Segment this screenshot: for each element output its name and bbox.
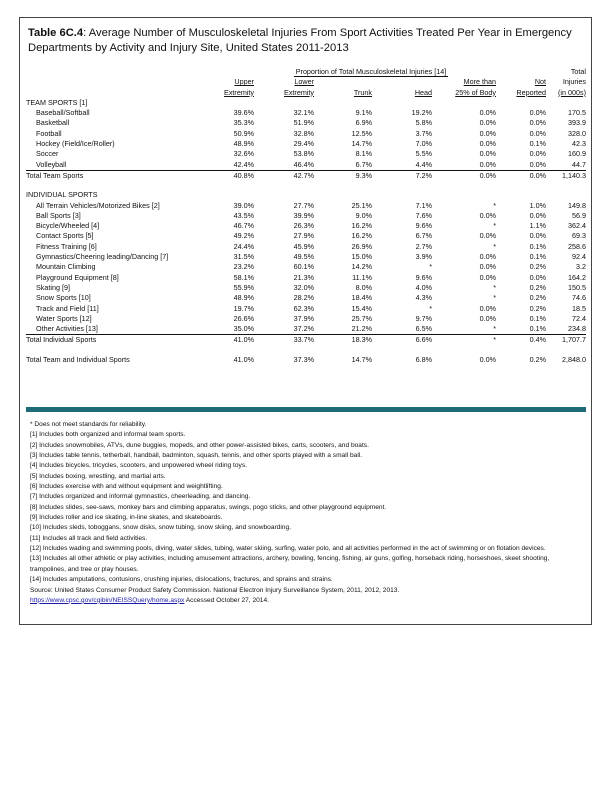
cell-value: 0.0% <box>529 128 546 138</box>
cell-value: * <box>493 241 496 251</box>
cell-value: 0.0% <box>479 252 496 262</box>
table-row <box>26 242 586 252</box>
cell-value: 21.2% <box>351 324 372 334</box>
cell-value: 6.6% <box>372 335 432 346</box>
cell-value: 35.3% <box>233 118 254 128</box>
cell-value: 0.0% <box>479 354 496 364</box>
cell-value: 14.2% <box>351 262 372 272</box>
cell-value: 29.4% <box>293 139 314 149</box>
cell-value: 27.9% <box>293 231 314 241</box>
cell-value: 6.8% <box>415 354 432 364</box>
cell-value: 0.0% <box>529 231 546 241</box>
team-total-row <box>26 170 586 181</box>
cell-value: 0.1% <box>529 324 546 334</box>
cell-value: 0.0% <box>479 139 496 149</box>
cell-value: 32.6% <box>233 149 254 159</box>
row-label: Bicycle/Wheeled [4] <box>36 221 100 231</box>
cell-value: 92.4 <box>572 252 586 262</box>
row-label: Football <box>36 128 62 138</box>
col-header-head: Head <box>414 87 432 97</box>
footnote: [3] Includes table tennis, tetherball, handball, badminton, squash, tennis, and other sports played with a small ball. <box>30 452 363 460</box>
cell-value: 0.0% <box>479 149 496 159</box>
separator-band <box>26 407 586 412</box>
group-header-row <box>26 67 586 77</box>
cell-value: 62.3% <box>293 303 314 313</box>
cell-value: 72.4 <box>572 313 586 323</box>
cell-value: 51.9% <box>293 118 314 128</box>
footnote: [13] Includes all other athletic or play activities, including amusement attractions, archery, bowling, fencing, fishing, air guns, golfing, horseback riding, horseshoes, skeet shooting, trampolines, and tree or play houses. <box>30 555 550 573</box>
cell-value: 0.0% <box>479 313 496 323</box>
row-label: All Terrain Vehicles/Motorized Bikes [2] <box>36 200 160 210</box>
cell-value: 7.1% <box>415 200 432 210</box>
cell-value: 4.4% <box>415 159 432 169</box>
table-row <box>26 211 586 221</box>
table-row <box>26 149 586 159</box>
cell-value: 9.7% <box>415 313 432 323</box>
cell-value: 55.9% <box>233 282 254 292</box>
cell-value: 9.6% <box>415 272 432 282</box>
col-header-extremity-lower: Extremity <box>284 87 314 97</box>
footnote: Source: United States Consumer Product Safety Commission. National Electron Injury Surveillance System, 2011, 2012, 2013. <box>30 586 400 594</box>
table-row <box>26 262 586 272</box>
row-label: Baseball/Softball <box>36 108 90 118</box>
cell-value: 40.8% <box>196 170 254 181</box>
cell-value: 56.9 <box>572 210 586 220</box>
cell-value: 0.0% <box>479 128 496 138</box>
cell-value: 33.7% <box>254 335 314 346</box>
row-label: Mountain Climbing <box>36 262 96 272</box>
individual-sports-heading <box>26 190 586 200</box>
row-label: Snow Sports [10] <box>36 293 91 303</box>
section-heading: TEAM SPORTS [1] <box>26 97 88 107</box>
cell-value: 0.4% <box>496 335 546 346</box>
table-title-text: : Average Number of Musculoskeletal Injuries From Sport Activities Treated Per Year in Emergency Departments by Activity and Injury Site, United States 2011-2013 <box>28 27 572 54</box>
cell-value: 0.2% <box>529 354 546 364</box>
cell-value: 0.0% <box>529 149 546 159</box>
cell-value: 6.5% <box>415 324 432 334</box>
cell-value: 7.2% <box>372 170 432 181</box>
cell-value: 23.2% <box>233 262 254 272</box>
row-label: Total Individual Sports <box>26 335 196 346</box>
col-header-trunk: Trunk <box>353 87 372 97</box>
row-label: Fitness Training [6] <box>36 241 97 251</box>
cell-value: 1.0% <box>529 200 546 210</box>
total-header-line3: (in 000s) <box>558 87 586 97</box>
cell-value: 6.9% <box>355 118 372 128</box>
cell-value: 31.5% <box>233 252 254 262</box>
table-row <box>26 129 586 139</box>
cell-value: 0.0% <box>479 159 496 169</box>
spacer-row <box>26 346 586 355</box>
cell-value: * <box>493 282 496 292</box>
cell-value: 9.1% <box>355 108 372 118</box>
cell-value: 42.3 <box>572 139 586 149</box>
cell-value: 0.0% <box>529 118 546 128</box>
row-label: Other Activities [13] <box>36 324 98 334</box>
cell-value: 12.5% <box>351 128 372 138</box>
cell-value: 3.7% <box>415 128 432 138</box>
cell-value: 0.1% <box>529 313 546 323</box>
team-sports-heading <box>26 98 586 108</box>
cell-value: 0.1% <box>529 241 546 251</box>
cell-value: 27.7% <box>293 200 314 210</box>
footnote: [9] Includes roller and ice skating, in-line skates, and skateboards. <box>30 514 223 522</box>
footnote: * Does not meet standards for reliability. <box>30 421 147 428</box>
row-label: Skating [9] <box>36 282 70 292</box>
table-row <box>26 108 586 118</box>
grand-total-row <box>26 355 586 365</box>
cell-value: 49.5% <box>293 252 314 262</box>
cell-value: 43.5% <box>233 210 254 220</box>
table-row <box>26 139 586 149</box>
source-accessed: Accessed October 27, 2014. <box>184 596 269 604</box>
cell-value: 25.1% <box>351 200 372 210</box>
table-row <box>26 252 586 262</box>
total-header-line2: Injuries <box>562 77 586 87</box>
row-label: Total Team and Individual Sports <box>26 354 130 364</box>
cell-value: 1,707.7 <box>546 335 586 346</box>
cell-value: 7.6% <box>415 210 432 220</box>
footnote: [5] Includes boxing, wrestling, and martial arts. <box>30 472 166 480</box>
col-header-more-than: More than <box>463 77 496 87</box>
table-row <box>26 293 586 303</box>
cell-value: 32.0% <box>293 282 314 292</box>
cell-value: 21.3% <box>293 272 314 282</box>
cell-value: 234.8 <box>568 324 586 334</box>
table-row <box>26 160 586 171</box>
cell-value: 53.8% <box>293 149 314 159</box>
cell-value: 362.4 <box>568 221 586 231</box>
cell-value: 0.0% <box>529 272 546 282</box>
cell-value: 32.1% <box>293 108 314 118</box>
cell-value: 170.5 <box>568 108 586 118</box>
cell-value: * <box>429 262 432 272</box>
cell-value: * <box>493 221 496 231</box>
cell-value: 14.7% <box>351 139 372 149</box>
cell-value: 0.0% <box>479 210 496 220</box>
cell-value: 28.2% <box>293 293 314 303</box>
cell-value: 7.0% <box>415 139 432 149</box>
table-row <box>26 324 586 335</box>
cell-value: 41.0% <box>233 354 254 364</box>
cell-value: * <box>493 200 496 210</box>
cell-value: 3.2 <box>576 262 586 272</box>
cell-value: 48.9% <box>233 293 254 303</box>
col-header-reported: Reported <box>516 87 546 97</box>
cell-value: 0.0% <box>479 118 496 128</box>
table-row <box>26 304 586 314</box>
cell-value: 42.4% <box>233 159 254 169</box>
cell-value: 8.1% <box>355 149 372 159</box>
cell-value: * <box>493 293 496 303</box>
row-label: Total Team Sports <box>26 170 196 181</box>
row-label: Gymnastics/Cheering leading/Dancing [7] <box>36 252 169 262</box>
cell-value: 18.4% <box>351 293 372 303</box>
cell-value: 16.2% <box>351 221 372 231</box>
footnote: [10] Includes sleds, toboggans, snow disks, snow tubing, snow skiing, and snowboarding. <box>30 524 291 532</box>
cell-value: 5.5% <box>415 149 432 159</box>
cell-value: * <box>493 324 496 334</box>
cell-value: 0.1% <box>529 139 546 149</box>
row-label: Water Sports [12] <box>36 313 92 323</box>
footnote: [2] Includes snowmobiles, ATVs, dune buggies, mopeds, and other power-assisted bikes, carts, scooters, and boats. <box>30 441 369 449</box>
cell-value: 35.0% <box>233 324 254 334</box>
cell-value: 74.6 <box>572 293 586 303</box>
cell-value: 9.3% <box>314 170 372 181</box>
cell-value: 9.0% <box>355 210 372 220</box>
cell-value: 18.3% <box>314 335 372 346</box>
cell-value: * <box>429 303 432 313</box>
footnote: [7] Includes organized and informal gymnastics, cheerleading, and dancing. <box>30 493 251 501</box>
footnote: [4] Includes bicycles, tricycles, scooters, and unpowered wheel riding toys. <box>30 462 247 470</box>
individual-total-row <box>26 335 586 346</box>
cell-value: 5.8% <box>415 118 432 128</box>
cell-value: 42.7% <box>254 170 314 181</box>
cell-value: * <box>432 335 496 346</box>
cell-value: 44.7 <box>572 159 586 169</box>
cell-value: 69.3 <box>572 231 586 241</box>
cell-value: 39.9% <box>293 210 314 220</box>
row-label: Volleyball <box>36 159 67 169</box>
cell-value: 0.0% <box>479 231 496 241</box>
table-number: Table 6C.4 <box>28 27 84 39</box>
cell-value: 4.0% <box>415 282 432 292</box>
cell-value: 14.7% <box>351 354 372 364</box>
table-row <box>26 273 586 283</box>
cell-value: 60.1% <box>293 262 314 272</box>
footnote: [8] Includes slides, see-saws, monkey bars and climbing apparatus, swings, pogo sticks, and other playground equipment. <box>30 503 387 511</box>
col-header-upper: Upper <box>234 77 254 87</box>
data-table <box>26 67 586 365</box>
total-header-line1: Total <box>570 67 586 76</box>
table-row <box>26 231 586 241</box>
footnote: [14] Includes amputations, contusions, crushing injuries, dislocations, fractures, and sprains and strains. <box>30 576 333 584</box>
cell-value: 18.5 <box>572 303 586 313</box>
cell-value: 0.2% <box>529 262 546 272</box>
cell-value: 11.1% <box>352 272 372 282</box>
row-label: Playground Equipment [8] <box>36 272 119 282</box>
col-header-extremity-upper: Extremity <box>224 87 254 97</box>
table-row <box>26 283 586 293</box>
cell-value: 16.2% <box>351 231 372 241</box>
cell-value: 26.9% <box>351 241 372 251</box>
footnotes <box>30 420 586 606</box>
cell-value: 0.0% <box>479 303 496 313</box>
cell-value: 0.2% <box>529 293 546 303</box>
cell-value: 393.9 <box>568 118 586 128</box>
cell-value: 0.0% <box>529 108 546 118</box>
cell-value: 19.7% <box>233 303 254 313</box>
cell-value: 2,848.0 <box>562 354 586 364</box>
table-row <box>26 314 586 324</box>
cell-value: 0.1% <box>529 252 546 262</box>
cell-value: 39.6% <box>233 108 254 118</box>
source-link[interactable]: https://www.cpsc.gov/cgibin/NEISSQuery/home.aspx <box>30 596 185 604</box>
cell-value: 45.9% <box>293 241 314 251</box>
table-row <box>26 221 586 231</box>
col-header-not: Not <box>534 77 546 87</box>
cell-value: 50.9% <box>233 128 254 138</box>
cell-value: 258.6 <box>568 241 586 251</box>
cell-value: 2.7% <box>415 241 432 251</box>
cell-value: 46.4% <box>293 159 314 169</box>
row-label: Ball Sports [3] <box>36 210 81 220</box>
cell-value: 58.1% <box>233 272 254 282</box>
table-row <box>26 118 586 128</box>
cell-value: 149.8 <box>568 200 586 210</box>
footnote: [1] Includes both organized and informal team sports. <box>30 431 186 439</box>
footnote: [6] Includes exercise with and without equipment and weightlifting. <box>30 483 223 491</box>
cell-value: 48.9% <box>233 139 254 149</box>
cell-value: 26.6% <box>233 313 254 323</box>
row-label: Soccer <box>36 149 59 159</box>
section-heading: INDIVIDUAL SPORTS <box>26 190 98 200</box>
cell-value: 41.0% <box>196 335 254 346</box>
cell-value: 0.2% <box>529 282 546 292</box>
cell-value: 15.4% <box>351 303 372 313</box>
cell-value: 0.0% <box>479 272 496 282</box>
cell-value: 150.5 <box>568 282 586 292</box>
cell-value: 24.4% <box>233 241 254 251</box>
cell-value: 1.1% <box>529 221 546 231</box>
col-header-body: 25% of Body <box>455 87 496 97</box>
cell-value: 8.0% <box>355 282 372 292</box>
footnote: [11] Includes all track and field activities. <box>30 534 148 542</box>
cell-value: 0.0% <box>529 159 546 169</box>
cell-value: 6.7% <box>415 231 432 241</box>
cell-value: 328.0 <box>568 128 586 138</box>
footnote: [12] Includes wading and swimming pools, diving, water slides, tubing, water skiing, surfing, water polo, and all activities performed in the act of swimming or on flotation devices. <box>30 545 546 553</box>
cell-value: 160.9 <box>568 149 586 159</box>
group-header-label: Proportion of Total Musculoskeletal Injuries [14] <box>295 67 447 76</box>
cell-value: 0.2% <box>529 303 546 313</box>
row-label: Basketball <box>36 118 70 128</box>
cell-value: 37.3% <box>293 354 314 364</box>
table-frame <box>19 17 592 625</box>
cell-value: 37.2% <box>293 324 314 334</box>
cell-value: 0.0% <box>432 170 496 181</box>
source-line <box>30 596 586 606</box>
cell-value: 39.0% <box>233 200 254 210</box>
cell-value: 32.8% <box>293 128 314 138</box>
cell-value: 0.0% <box>496 170 546 181</box>
column-header-row-2 <box>26 88 586 98</box>
cell-value: 4.3% <box>415 293 432 303</box>
cell-value: 3.9% <box>415 252 432 262</box>
cell-value: 0.0% <box>529 210 546 220</box>
cell-value: 46.7% <box>233 221 254 231</box>
table-row <box>26 201 586 211</box>
cell-value: 26.3% <box>293 221 314 231</box>
spacer-row <box>26 181 586 190</box>
row-label: Hockey (Field/Ice/Roller) <box>36 139 115 149</box>
cell-value: 9.6% <box>415 221 432 231</box>
cell-value: 37.9% <box>293 313 314 323</box>
cell-value: 6.7% <box>355 159 372 169</box>
row-label: Contact Sports [5] <box>36 231 94 241</box>
cell-value: 15.0% <box>351 252 372 262</box>
cell-value: 0.0% <box>479 262 496 272</box>
cell-value: 0.0% <box>479 108 496 118</box>
cell-value: 1,140.3 <box>546 170 586 181</box>
cell-value: 19.2% <box>411 108 432 118</box>
row-label: Track and Field [11] <box>36 303 99 313</box>
table-title <box>28 26 583 56</box>
cell-value: 25.7% <box>351 313 372 323</box>
col-header-lower: Lower <box>294 77 314 87</box>
cell-value: 164.2 <box>568 272 586 282</box>
column-header-row-1 <box>26 77 586 87</box>
cell-value: 49.2% <box>233 231 254 241</box>
